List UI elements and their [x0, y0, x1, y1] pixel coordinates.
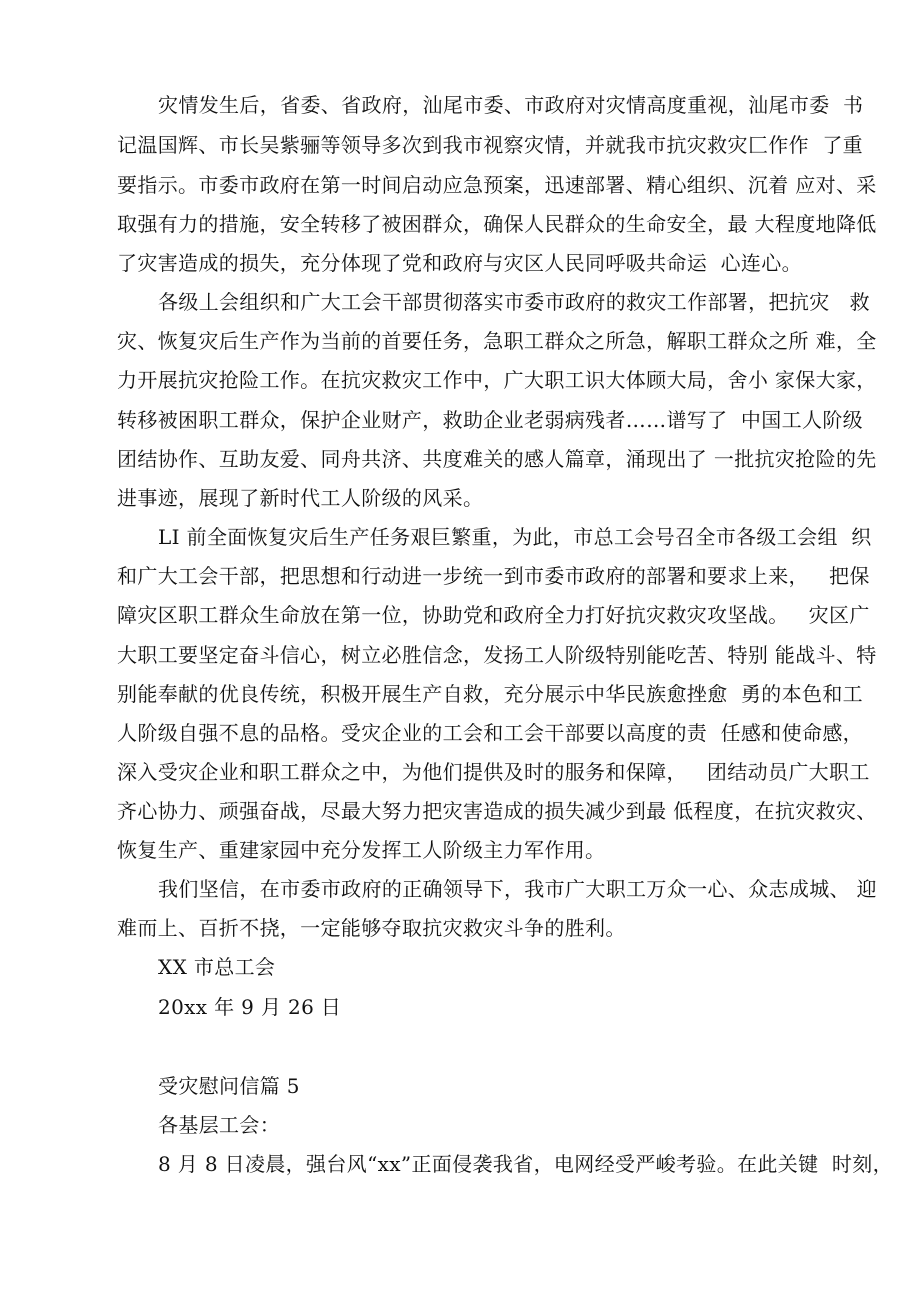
paragraph-1-line-4: 取强有力的措施，安全转移了被困群众，确保人民群众的生命安全，最 大程度地降低	[117, 212, 877, 236]
paragraph-1-line-1: 灾情发生后，省委、省政府，汕尾市委、市政府对灾情高度重视，汕尾市委 书	[158, 93, 864, 117]
paragraph-2-line-1: 各级丄会组织和广大工会干部贯彻落实市委市政府的救灾工作部署，把抗灾 救	[158, 290, 871, 314]
paragraph-1-line-5: 了灾害造成的损失，充分体现了党和政府与灾区人民同呼吸共命运 心连心。	[117, 251, 802, 275]
paragraph-4-line-1: 我们坚信，在市委市政府的正确领导下，我市广大职工万众一心、众志成城、 迎	[158, 877, 877, 901]
paragraph-2-line-4: 转移被困职工群众，保护企业财产，救助企业老弱病残者……谱写了 中国工人阶级	[117, 408, 864, 432]
paragraph-3-line-2: 和广大工会干部，把思想和行动进一步统一到市委市政府的部署和要求上来， 把保	[117, 564, 870, 588]
paragraph-3-line-1: LI 前全面恢复灾后生产任务艰巨繁重，为此，市总工会号召全市各级工会组 织	[158, 525, 872, 549]
paragraph-3-line-6: 人阶级自强不息的品格。受灾企业的工会和工会干部要以高度的责 任感和使命感，	[117, 721, 864, 745]
paragraph-3-line-4: 大职工要坚定奋斗信心，树立必胜信念，发扬工人阶级特别能吃苦、特别 能战斗、特	[117, 643, 877, 667]
paragraph-3-line-7: 深入受灾企业和职工群众之中，为他们提供及时的服务和保障， 团结动员广大职工	[117, 760, 870, 784]
signature-date: 20xx 年 9 月 26 日	[158, 995, 342, 1019]
paragraph-2-line-2: 灾、恢复灾后生产作为当前的首要任务，急职工群众之所急，解职工群众之所 难，全	[117, 329, 877, 353]
paragraph-3-line-3: 障灾区职工群众生命放在第一位，协助党和政府全力打好抗灾救灾攻坚战。 灾区广	[117, 603, 870, 627]
paragraph-2-line-3: 力开展抗灾抢险工作。在抗灾救灾工作中，广大职工识大体顾大局，舍小 家保大家，	[117, 368, 877, 392]
signature-org: XX 市总工会	[158, 955, 276, 979]
paragraph-2-line-5: 团结协作、互助友爱、同舟共济、共度难关的感人篇章，涌现出了 一批抗灾抢险的先	[117, 447, 877, 471]
paragraph-3-line-9: 恢复生产、重建家园中充分发挥工人阶级主力军作用。	[117, 838, 606, 862]
paragraph-3-line-8: 齐心协力、顽强奋战，尽最大努力把灾害造成的损失减少到最 低程度，在抗灾救灾、	[117, 799, 877, 823]
paragraph-4-line-2: 难而上、百折不挠，一定能够夺取抗灾救灾斗争的胜利。	[117, 916, 626, 940]
salutation: 各基层工会：	[158, 1113, 281, 1137]
next-section-first-line: 8 月 8 日凌晨，强台风“xx”正面侵袭我省，电网经受严峻考验。在此关键 时刻，	[158, 1152, 893, 1176]
paragraph-2-line-6: 进事迹，展现了新时代工人阶级的风采。	[117, 486, 484, 510]
section-title: 受灾慰问信篇 5	[158, 1074, 300, 1098]
paragraph-3-line-5: 别能奉献的优良传统，积极开展生产自救，充分展示中华民族愈挫愈 勇的本色和工	[117, 682, 864, 706]
paragraph-1-line-3: 要指示。市委市政府在第一时间启动应急预案，迅速部署、精心组织、沉着 应对、采	[117, 173, 877, 197]
paragraph-1-line-2: 记温国辉、市长吴紫骊等领导多次到我市视察灾情，并就我市抗灾救灾匚作作 了重	[117, 133, 864, 157]
